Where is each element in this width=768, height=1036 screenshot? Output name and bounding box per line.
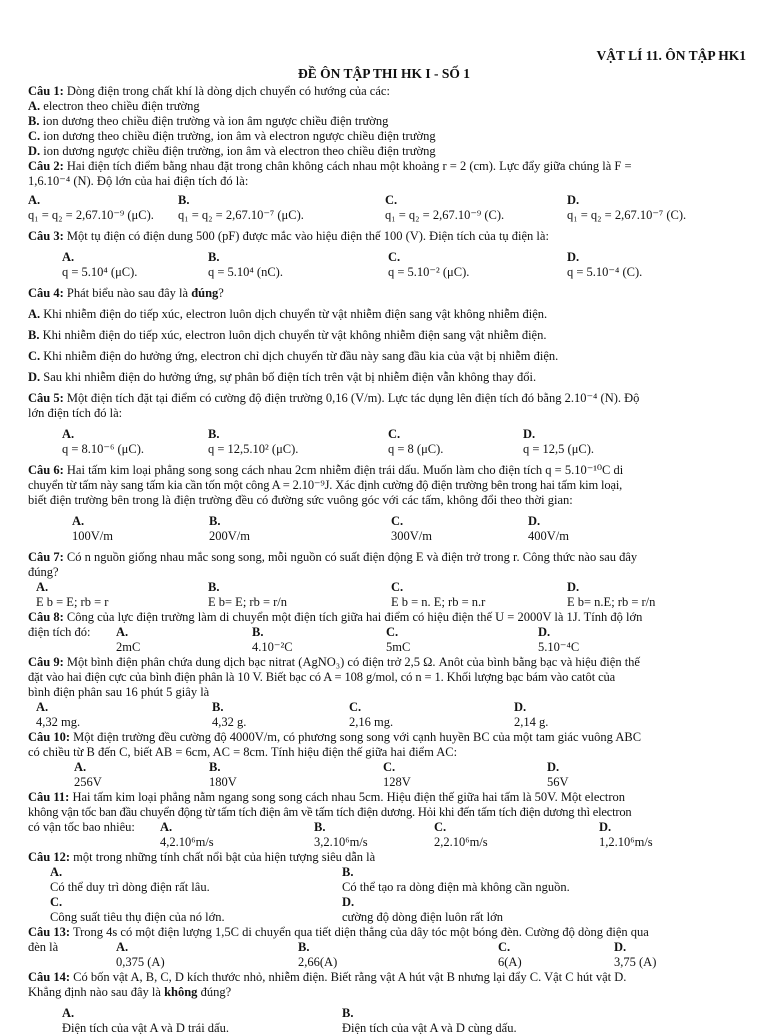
option-letter: D.: [523, 427, 536, 441]
subject-header: VẬT LÍ 11. ÔN TẬP HK1: [596, 48, 746, 63]
option-c: [388, 250, 567, 280]
question-label: Câu 11:: [28, 790, 70, 804]
option-text: E b= E; rb = r/n: [208, 595, 288, 609]
option-c: [391, 514, 528, 544]
options-row: [28, 625, 742, 655]
question-text-cont: đèn là: [28, 940, 59, 954]
option-letter: B.: [298, 940, 310, 954]
question-label: Câu 10:: [28, 730, 71, 744]
options-row: [28, 250, 742, 280]
option-letter: C.: [386, 625, 399, 639]
option-text: Khi nhiễm điện do tiếp xúc, electron luôn dịch chuyển từ vật nhiễm điện sang vật không nhiễm điện.: [43, 307, 548, 321]
option-b: [28, 328, 742, 343]
option-letter: D.: [599, 820, 612, 834]
question-text: Hai tấm kim loại phẳng song song cách nhau 2cm nhiễm điện trái dấu. Muốn làm cho điện tích q = 5.10⁻¹⁰C di: [66, 463, 624, 477]
option-text: E b = E; rb = r: [36, 595, 109, 609]
option-text: 2mC: [116, 640, 141, 654]
option-text: q = 5.10⁴ (μC).: [62, 265, 138, 279]
option-letter: A.: [36, 700, 49, 714]
option-text: 5mC: [386, 640, 411, 654]
question-text: Một bình điện phân chứa dung dịch bạc nitrat (AgNO₃) có điện trở 2,5 Ω. Anôt của bình bằng bạc và hiệu điện thế: [66, 655, 640, 669]
option-b: [209, 514, 391, 544]
question-2: [28, 159, 742, 174]
option-letter: B.: [208, 580, 220, 594]
option-letter: B.: [209, 760, 221, 774]
option-text: 300V/m: [391, 529, 432, 543]
option-letter: B.: [342, 1006, 354, 1020]
option-b: [314, 820, 434, 850]
question-label: Câu 5:: [28, 391, 64, 405]
option-c: [50, 895, 342, 925]
question-text-cont: lớn điện tích đó là:: [28, 406, 123, 420]
question-5: [28, 391, 742, 406]
option-text: ion dương ngược chiều điện trường, ion âm và electron theo chiều điện trường: [43, 144, 436, 158]
option-letter: C.: [28, 349, 41, 363]
option-d: [567, 250, 642, 280]
option-text: q = 8.10⁻⁶ (μC).: [62, 442, 144, 456]
option-b: [178, 193, 385, 223]
option-text: Có thể tạo ra dòng điện mà không cần nguồn.: [342, 880, 570, 894]
option-text: q₁ = q₂ = 2,67.10⁻⁹ (C).: [385, 208, 505, 222]
option-a: [62, 1006, 342, 1036]
option-a: [116, 940, 298, 970]
option-letter: C.: [434, 820, 447, 834]
question-text-cont: không vận tốc ban đầu chuyển động từ tấm tích điện âm về tấm tích điện dương. Hỏi khi đến tấm tích điện dương thì electron: [28, 805, 632, 819]
options-row: [28, 514, 742, 544]
option-a: [74, 760, 209, 790]
options-row: [28, 1006, 742, 1036]
question-9: [28, 655, 742, 670]
options-row: [28, 193, 742, 223]
option-text: q = 5.10⁻² (μC).: [388, 265, 470, 279]
option-letter: B.: [208, 427, 220, 441]
option-letter: B.: [212, 700, 224, 714]
option-letter: B.: [209, 514, 221, 528]
option-c: [434, 820, 599, 850]
question-14: [28, 970, 742, 985]
option-b: [208, 250, 388, 280]
option-text: 0,375 (A): [116, 955, 165, 969]
option-text: Điện tích của vật A và D trái dấu.: [62, 1021, 229, 1035]
question-text: Phát biểu nào sau đây là: [66, 286, 189, 300]
options-row: [28, 940, 742, 970]
option-text: 3,2.10⁶m/s: [314, 835, 368, 849]
option-letter: B.: [28, 114, 40, 128]
option-text: 4,2.10⁶m/s: [160, 835, 214, 849]
question-13: [28, 925, 742, 940]
question-1: [28, 84, 742, 99]
option-c: [388, 427, 523, 457]
question-text-cont: biết điện trường bên trong là điện trường đều có đường sức vuông góc với các tấm, không đổi theo thời gian:: [28, 493, 573, 507]
option-text: Điện tích của vật A và D cùng dấu.: [342, 1021, 517, 1035]
question-text: một trong những tính chất nổi bật của hiện tượng siêu dẫn là: [73, 850, 376, 864]
question-label: Câu 2:: [28, 159, 64, 173]
option-b: [208, 427, 388, 457]
option-letter: B.: [314, 820, 326, 834]
option-text: 2,14 g.: [514, 715, 549, 729]
option-letter: C.: [349, 700, 362, 714]
option-b: [208, 580, 391, 610]
question-label: Câu 4:: [28, 286, 64, 300]
question-label: Câu 9:: [28, 655, 64, 669]
option-c: [386, 625, 538, 655]
option-a: [28, 307, 742, 322]
option-text: 2,66(A): [298, 955, 338, 969]
question-text: Có n nguồn giống nhau mắc song song, mỗi nguồn có suất điện động E và điện trở trong r. Công thức nào sau đây: [66, 550, 638, 564]
option-b: [298, 940, 498, 970]
option-letter: A.: [62, 1006, 75, 1020]
option-text: q = 12,5.10² (μC).: [208, 442, 299, 456]
option-text: 4.10⁻²C: [252, 640, 293, 654]
question-label: Câu 7:: [28, 550, 64, 564]
option-letter: B.: [252, 625, 264, 639]
option-letter: A.: [62, 250, 75, 264]
option-letter: D.: [28, 144, 41, 158]
option-text: 2,16 mg.: [349, 715, 394, 729]
option-text: q₁ = q₂ = 2,67.10⁻⁹ (μC).: [28, 208, 154, 222]
option-text: 256V: [74, 775, 102, 789]
options-row: [28, 760, 742, 790]
option-text: q = 5.10⁻⁴ (C).: [567, 265, 643, 279]
option-letter: C.: [391, 514, 404, 528]
option-letter: B.: [178, 193, 190, 207]
option-text: 400V/m: [528, 529, 569, 543]
option-c: [28, 349, 742, 364]
option-letter: D.: [547, 760, 560, 774]
question-text-cont: có chiều từ B đến C, biết AB = 6cm, AC = 8cm. Tính hiệu điện thế giữa hai điểm AC:: [28, 745, 458, 759]
option-letter: D.: [614, 940, 627, 954]
option-text: electron theo chiều điện trường: [43, 99, 200, 113]
question-text: Một điện trường đều cường độ 4000V/m, có phương song song với cạnh huyền BC của một tam giác vuông ABC: [73, 730, 642, 744]
question-text: Dòng điện trong chất khí là dòng dịch chuyển có hướng của các:: [66, 84, 390, 98]
option-letter: A.: [28, 307, 41, 321]
question-text-cont: bình điện phân sau 16 phút 5 giây là: [28, 685, 210, 699]
option-letter: D.: [28, 370, 41, 384]
question-text: Hai điện tích điểm bằng nhau đặt trong chân không cách nhau một khoảng r = 2 (cm). Lực đẩy giữa chúng là F =: [66, 159, 632, 173]
option-text: E b= n.E; rb = r/n: [567, 595, 656, 609]
options-row: [28, 580, 742, 610]
option-letter: A.: [28, 193, 41, 207]
question-4: [28, 286, 742, 301]
question-text-cont: điện tích đó:: [28, 625, 91, 639]
exam-body: [28, 84, 742, 1036]
question-11: [28, 790, 742, 805]
question-text: Khẳng định nào sau đây là: [28, 985, 161, 999]
option-letter: D.: [514, 700, 527, 714]
question-label: Câu 3:: [28, 229, 64, 243]
option-d: [528, 514, 569, 544]
question-text: đúng?: [200, 985, 232, 999]
option-text: 3,75 (A): [614, 955, 657, 969]
question-10: [28, 730, 742, 745]
option-d: [567, 193, 686, 223]
option-letter: C.: [28, 129, 41, 143]
option-letter: C.: [50, 895, 63, 909]
exam-title: ĐỀ ÔN TẬP THI HK I - SỐ 1: [297, 66, 471, 81]
option-text: 200V/m: [209, 529, 250, 543]
option-a: [36, 700, 212, 730]
question-3: [28, 229, 742, 244]
option-a: [28, 193, 178, 223]
option-d: [28, 144, 742, 159]
question-12: [28, 850, 742, 865]
question-text-cont: chuyển từ tấm này sang tấm kia cần tốn một công A = 2.10⁻⁹J. Xác định cường độ điện trường bên trong hai tấm kim loại,: [28, 478, 623, 492]
emphasis-text: không: [164, 985, 198, 999]
option-d: [523, 427, 594, 457]
option-letter: A.: [50, 865, 63, 879]
options-row: [28, 820, 742, 850]
option-letter: A.: [74, 760, 87, 774]
option-b: [212, 700, 349, 730]
option-text: q = 12,5 (μC).: [523, 442, 595, 456]
option-letter: A.: [36, 580, 49, 594]
option-d: [28, 370, 742, 385]
option-letter: A.: [116, 940, 129, 954]
options-row: [28, 895, 742, 925]
option-text: ion dương theo chiều điện trường và ion âm ngược chiều điện trường: [42, 114, 389, 128]
option-text: 100V/m: [72, 529, 113, 543]
option-d: [342, 895, 503, 925]
option-text: E b = n. E; rb = n.r: [391, 595, 486, 609]
option-text: 1,2.10⁶m/s: [599, 835, 653, 849]
option-a: [62, 427, 208, 457]
question-text: Một tụ điện có điện dung 500 (pF) được mắc vào hiệu điện thế 100 (V). Điện tích của tụ điện là:: [66, 229, 549, 243]
option-text: Khi nhiễm điện do tiếp xúc, electron luôn dịch chuyển từ vật không nhiễm điện sang vật nhiễm điện.: [42, 328, 547, 342]
option-text: q₁ = q₂ = 2,67.10⁻⁷ (μC).: [178, 208, 304, 222]
emphasis-text: đúng: [191, 286, 219, 300]
question-8: [28, 610, 742, 625]
question-text: Trong 4s có một điện lượng 1,5C di chuyển qua tiết diện thẳng của dây tóc một bóng đèn. Cường độ dòng điện qua: [72, 925, 649, 939]
options-row: [28, 427, 742, 457]
question-6: [28, 463, 742, 478]
option-d: [538, 625, 579, 655]
option-text: 56V: [547, 775, 569, 789]
option-a: [72, 514, 209, 544]
option-letter: D.: [538, 625, 551, 639]
option-letter: C.: [383, 760, 396, 774]
option-d: [514, 700, 548, 730]
option-a: [116, 625, 252, 655]
option-letter: C.: [498, 940, 511, 954]
option-c: [383, 760, 547, 790]
question-label: Câu 6:: [28, 463, 64, 477]
option-text: 4,32 mg.: [36, 715, 81, 729]
option-letter: A.: [28, 99, 41, 113]
option-letter: C.: [388, 427, 401, 441]
option-text: Sau khi nhiễm điện do hưởng ứng, sự phân bố điện tích trên vật bị nhiễm điện vẫn không thay đổi.: [43, 370, 537, 384]
option-text: 128V: [383, 775, 411, 789]
option-text: q₁ = q₂ = 2,67.10⁻⁷ (C).: [567, 208, 687, 222]
question-text-cont: đúng?: [28, 565, 59, 579]
question-text: ?: [218, 286, 224, 300]
question-text: Hai tấm kim loại phẳng nằm ngang song song cách nhau 5cm. Hiệu điện thế giữa hai tấm là 50V. Một electron: [72, 790, 626, 804]
option-letter: B.: [208, 250, 220, 264]
option-text: 6(A): [498, 955, 522, 969]
option-text: Công suất tiêu thụ điện của nó lớn.: [50, 910, 225, 924]
option-c: [349, 700, 514, 730]
question-text-cont: [28, 985, 742, 1000]
option-a: [50, 865, 342, 895]
option-text: q = 8 (μC).: [388, 442, 444, 456]
question-text-cont: đặt vào hai điện cực của bình điện phân là 10 V. Biết bạc có A = 108 g/mol, có n = 1. Khối lượng bạc bám vào catôt của: [28, 670, 616, 684]
option-a: [160, 820, 314, 850]
option-text: ion dương theo chiều điện trường, ion âm và electron ngược chiều điện trường: [43, 129, 436, 143]
option-text: cường độ dòng điện luôn rất lớn: [342, 910, 503, 924]
question-label: Câu 1:: [28, 84, 64, 98]
option-letter: A.: [116, 625, 129, 639]
option-text: q = 5.10⁴ (nC).: [208, 265, 283, 279]
option-text: 5.10⁻⁴C: [538, 640, 580, 654]
question-label: Câu 13:: [28, 925, 71, 939]
question-text: Có bốn vật A, B, C, D kích thước nhỏ, nhiễm điện. Biết rằng vật A hút vật B nhưng lại đẩy C. Vật C hút vật D.: [73, 970, 627, 984]
option-letter: D.: [342, 895, 355, 909]
option-letter: A.: [160, 820, 173, 834]
options-row: [28, 700, 742, 730]
option-d: [547, 760, 569, 790]
option-text: Khi nhiễm điện do hưởng ứng, electron chỉ dịch chuyển từ đầu này sang đầu kia của vật bị nhiễm điện.: [43, 349, 559, 363]
question-label: Câu 12:: [28, 850, 71, 864]
option-a: [36, 580, 208, 610]
option-d: [599, 820, 653, 850]
option-b: [342, 1006, 517, 1036]
question-text-cont: 1,6.10⁻⁴ (N). Độ lớn của hai điện tích đó là:: [28, 174, 249, 188]
options-row: [28, 865, 742, 895]
option-letter: D.: [567, 193, 580, 207]
option-d: [567, 580, 655, 610]
question-label: Câu 14:: [28, 970, 71, 984]
question-7: [28, 550, 742, 565]
option-c: [385, 193, 567, 223]
option-letter: B.: [342, 865, 354, 879]
option-text: 4,32 g.: [212, 715, 247, 729]
option-letter: A.: [72, 514, 85, 528]
option-text: 180V: [209, 775, 237, 789]
option-b: [342, 865, 570, 895]
option-letter: C.: [388, 250, 401, 264]
option-a: [62, 250, 208, 280]
option-letter: D.: [567, 250, 580, 264]
option-c: [28, 129, 742, 144]
option-letter: D.: [567, 580, 580, 594]
question-text: Công của lực điện trường làm di chuyển một điện tích giữa hai điểm có hiệu điện thế U = 2000V là 1J. Tính độ lớn: [66, 610, 643, 624]
option-letter: C.: [385, 193, 398, 207]
option-a: [28, 99, 742, 114]
option-letter: A.: [62, 427, 75, 441]
question-text-cont: có vận tốc bao nhiêu:: [28, 820, 135, 834]
option-d: [614, 940, 656, 970]
option-c: [498, 940, 614, 970]
option-c: [391, 580, 567, 610]
option-text: 2,2.10⁶m/s: [434, 835, 488, 849]
option-b: [28, 114, 742, 129]
question-label: Câu 8:: [28, 610, 64, 624]
option-text: Có thể duy trì dòng điện rất lâu.: [50, 880, 210, 894]
question-text: Một điện tích đặt tại điểm có cường độ điện trường 0,16 (V/m). Lực tác dụng lên điện tích đó bằng 2.10⁻⁴ (N). Độ: [66, 391, 640, 405]
option-letter: D.: [528, 514, 541, 528]
option-letter: C.: [391, 580, 404, 594]
option-b: [209, 760, 383, 790]
option-letter: B.: [28, 328, 40, 342]
option-b: [252, 625, 386, 655]
